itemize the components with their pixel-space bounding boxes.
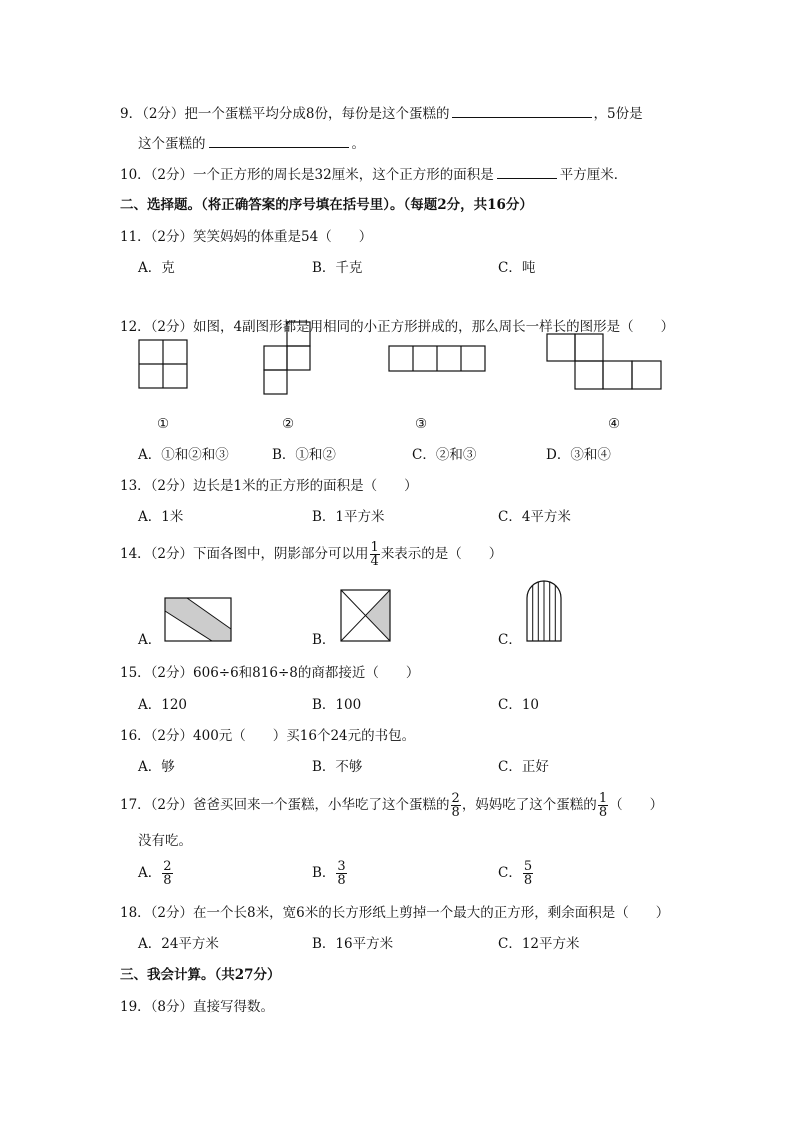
q17-option-b[interactable] (312, 860, 348, 887)
section2-heading: 二、选择题。（将正确答案的序号填在括号里）。（每题2分，共16分） (120, 197, 533, 213)
q15-option-b[interactable]: B．100 (312, 697, 362, 713)
q9-line2-text: 这个蛋糕的 (138, 136, 206, 152)
q17-stem-b: ，妈妈吃了这个蛋糕的 (461, 797, 597, 813)
q12-figure-label-4: ④ (608, 416, 621, 432)
q11-option-b[interactable]: B．千克 (312, 260, 363, 276)
q12-option-d[interactable]: D．③和④ (546, 447, 611, 463)
q17-stem-c: （ ） (609, 797, 664, 813)
q18-option-a[interactable]: A．24平方米 (138, 936, 219, 952)
q12-figure-label-2: ② (282, 416, 295, 432)
q15-option-a[interactable]: A．120 (138, 697, 188, 713)
q14-option-c[interactable]: C． (498, 632, 522, 648)
q17-f1-num: 2 (451, 791, 460, 806)
q17-line2: 没有吃。 (138, 833, 192, 849)
q17-stem-a: 17．（2分）爸爸买回来一个蛋糕，小华吃了这个蛋糕的 (120, 797, 450, 813)
q17-option-a-letter: A． (138, 865, 162, 881)
q14-option-a[interactable]: A． (138, 632, 162, 648)
q17-option-b-letter: B． (312, 865, 336, 881)
q17-option-a-num: 2 (163, 859, 172, 874)
q9-mid: ，5份是 (593, 106, 643, 122)
q11-option-a[interactable]: A．克 (138, 260, 175, 276)
q14-option-b[interactable]: B． (312, 632, 336, 648)
q16-stem: 16．（2分）400元（ ）买16个24元的书包。 (120, 728, 416, 744)
q18-stem: 18．（2分）在一个长8米，宽6米的长方形纸上剪掉一个最大的正方形，剩余面积是（ ） (120, 905, 670, 921)
q17-option-c-den: 8 (523, 873, 533, 888)
q14-figure-c (527, 580, 561, 641)
q16-option-a[interactable]: A．够 (138, 759, 175, 775)
q9-prefix: 9．（2分）把一个蛋糕平均分成8份，每份是这个蛋糕的 (120, 106, 450, 122)
q16-option-b[interactable]: B．不够 (312, 759, 363, 775)
q17-option-a-den: 8 (163, 873, 172, 888)
q14-frac-num: 1 (370, 540, 379, 555)
q13-option-c[interactable]: C．4平方米 (498, 509, 571, 525)
q12-option-c[interactable]: C．②和③ (412, 447, 477, 463)
q12-option-b[interactable]: B．①和② (272, 447, 336, 463)
q17-option-b-num: 3 (337, 859, 346, 874)
q9-end: 。 (351, 136, 365, 152)
q13-stem: 13．（2分）边长是1米的正方形的面积是（ ） (120, 478, 418, 494)
q17-option-c-num: 5 (523, 859, 533, 874)
q19-stem: 19．（8分）直接写得数。 (120, 999, 275, 1015)
q14-frac-den: 4 (370, 554, 379, 569)
q11-stem: 11．（2分）笑笑妈妈的体重是54（ ） (120, 229, 373, 245)
q12-stem: 12．（2分）如图，4副图形都是用相同的小正方形拼成的，那么周长一样长的图形是（ ） (120, 319, 675, 335)
q10-suffix: 平方厘米． (559, 167, 628, 183)
q17-option-c-letter: C． (498, 865, 522, 881)
q16-option-c[interactable]: C．正好 (498, 759, 549, 775)
q17-option-c[interactable] (498, 860, 534, 887)
q17-fraction-1 (451, 792, 461, 819)
q13-option-b[interactable]: B．1平方米 (312, 509, 385, 525)
q18-option-c[interactable]: C．12平方米 (498, 936, 580, 952)
q15-option-c[interactable]: C．10 (498, 697, 540, 713)
q13-option-a[interactable]: A．1米 (138, 509, 184, 525)
q17-stem (120, 792, 663, 819)
q11-option-c[interactable]: C．吨 (498, 260, 536, 276)
q17-f2-den: 8 (598, 805, 608, 820)
section3-heading: 三、我会计算。（共27分） (120, 967, 281, 983)
q17-f2-num: 1 (598, 791, 608, 806)
q17-f1-den: 8 (451, 805, 460, 820)
q12-figure-label-1: ① (157, 416, 170, 432)
q12-option-a[interactable]: A．①和②和③ (138, 447, 229, 463)
q14-stem-suffix: 来表示的是（ ） (380, 546, 503, 562)
q15-stem: 15．（2分）606÷6和816÷8的商都接近（ ） (120, 665, 420, 681)
q17-option-a[interactable] (138, 860, 174, 887)
q12-figure-label-3: ③ (415, 416, 428, 432)
q10-prefix: 10．（2分）一个正方形的周长是32厘米，这个正方形的面积是 (120, 167, 494, 183)
q14-figure-b (341, 590, 390, 641)
q14-figure-a (165, 598, 231, 641)
q17-fraction-2 (598, 792, 608, 819)
q18-option-b[interactable]: B．16平方米 (312, 936, 394, 952)
q14-stem-prefix: 14．（2分）下面各图中，阴影部分可以用 (120, 546, 369, 562)
q17-option-b-den: 8 (337, 873, 346, 888)
